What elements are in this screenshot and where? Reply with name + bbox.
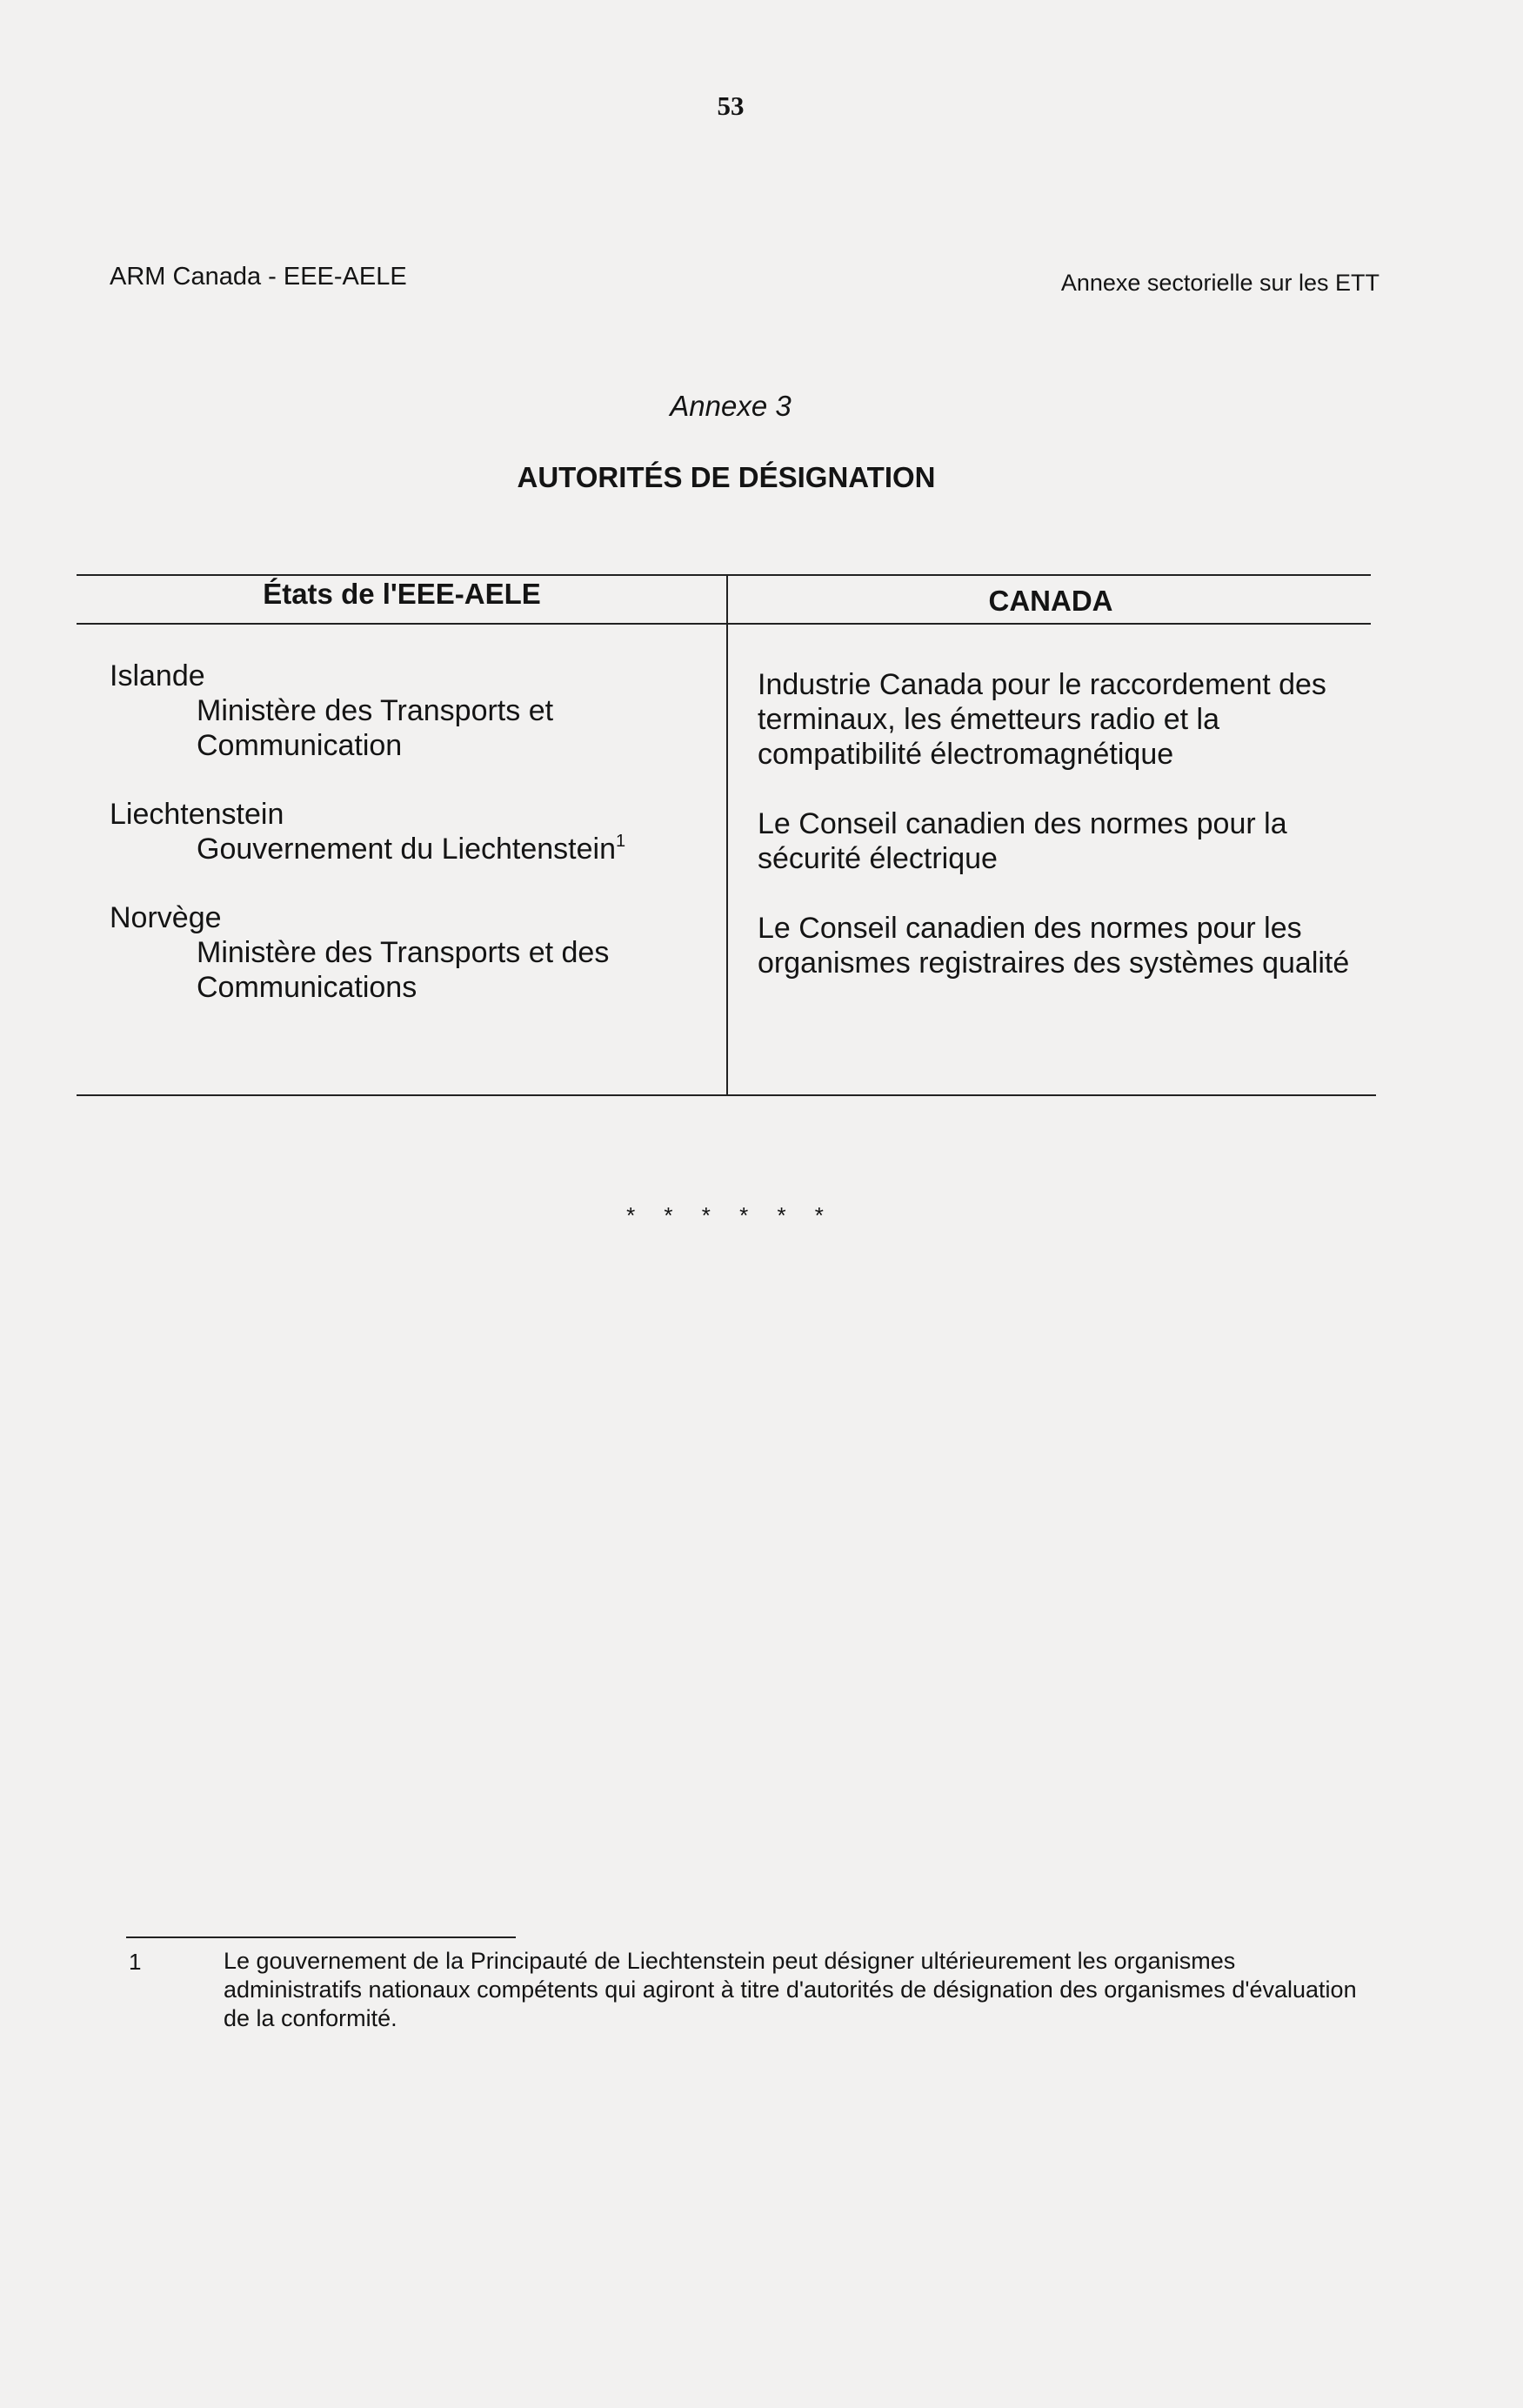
footnote-mark: 1 (129, 1949, 142, 1975)
country-name: Islande (110, 659, 205, 692)
section-separator: * * * * * * (626, 1202, 835, 1228)
table-column-divider (726, 574, 728, 1096)
canada-entry: Industrie Canada pour le raccordement des terminaux, les émetteurs radio et la compatibilité électromagnétique (758, 668, 1326, 771)
canada-entry: Le Conseil canadien des normes pour la sécurité électrique (758, 807, 1287, 875)
column-header-efta-states: États de l'EEE-AELE (263, 578, 541, 610)
authority-name (197, 832, 718, 866)
canada-entry: Le Conseil canadien des normes pour les organismes registraires des systèmes qualité (758, 912, 1350, 980)
page-number: 53 (717, 90, 745, 121)
annex-number: Annexe 3 (670, 390, 792, 422)
efta-authorities-cell (110, 659, 718, 1005)
authority-name: Ministère des Transports et des Communications (197, 936, 610, 1004)
canada-authorities-cell (758, 667, 1366, 980)
footnote-reference[interactable]: 1 (615, 832, 626, 851)
entry-norway (110, 900, 718, 1005)
authority-name: Ministère des Transports et Communication (197, 694, 554, 762)
entry-iceland (110, 659, 718, 763)
column-header-canada: CANADA (988, 585, 1113, 617)
table-header-rule (77, 623, 1371, 625)
country-name: Norvège (110, 901, 222, 934)
footnote-text: Le gouvernement de la Principauté de Liechtenstein peut désigner ultérieurement les organismes administratifs nationaux compétents qui agiront à titre d'autorités de désignation des organismes d'évaluation de la conformité. (224, 1948, 1357, 2031)
running-header-right: Annexe sectorielle sur les ETT (1060, 270, 1379, 296)
authority-name-text: Gouvernement du Liechtenstein (197, 833, 616, 866)
table-top-rule (77, 574, 1371, 576)
running-header-left: ARM Canada - EEE-AELE (110, 263, 407, 291)
annex-title: AUTORITÉS DE DÉSIGNATION (517, 461, 936, 493)
entry-liechtenstein (110, 797, 718, 866)
country-name: Liechtenstein (110, 798, 284, 831)
footnote-rule (126, 1936, 516, 1938)
